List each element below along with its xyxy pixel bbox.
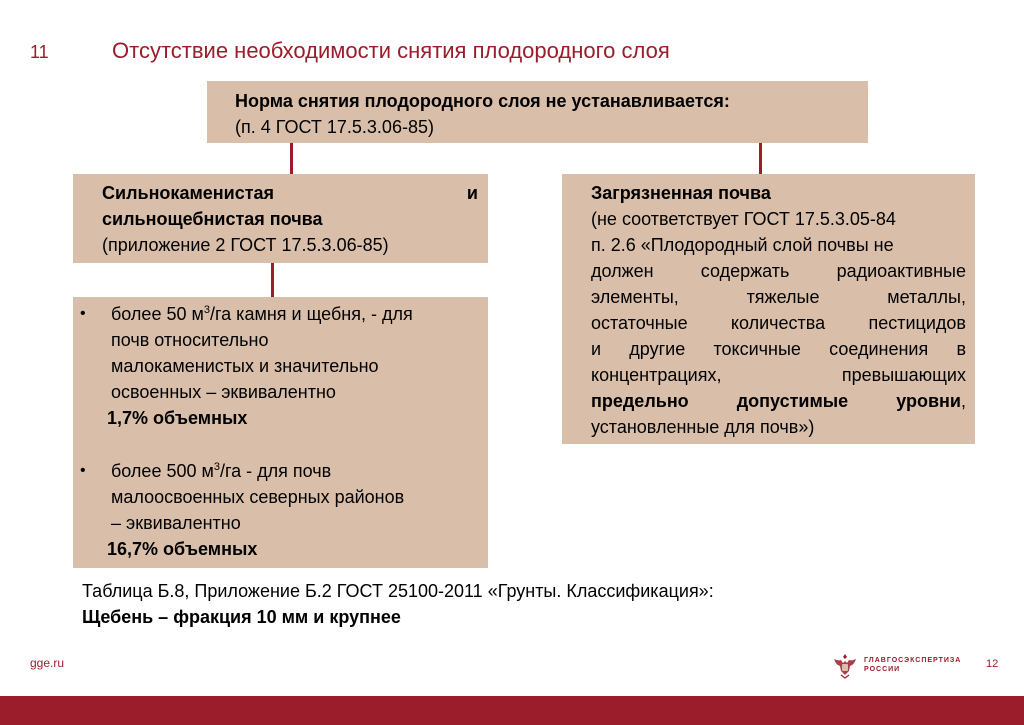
stony-soil-box (73, 174, 488, 263)
page-number: 12 (986, 658, 999, 670)
footer-bar (0, 696, 1024, 725)
list-item: • более 50 $м^3/га$ камня и щебня, - для почв относительно малокаменистых и значительно освоенных – эквивалентно (80, 301, 478, 405)
contaminated-line-bold: предельно допустимые уровни, (591, 391, 966, 411)
norm-heading: Норма снятия плодородного слоя не устанавливается: (235, 91, 730, 111)
glavgosexpertiza-logo (832, 651, 961, 679)
contaminated-line: элементы, тяжелые металлы, (591, 287, 966, 307)
connector-left-list (271, 263, 274, 297)
contaminated-soil-heading: Загрязненная почва (591, 183, 771, 203)
list-item: • более 500 $м^3/га$ - для почв малоосвоенных северных районов – эквивалентно (80, 458, 478, 536)
stony-soil-heading-part2: сильнощебнистая почва (102, 209, 323, 229)
connector-top-left (290, 143, 293, 174)
contaminated-line: должен содержать радиоактивные (591, 261, 966, 281)
contaminated-line: остаточные количества пестицидов (591, 313, 966, 333)
logo-line1: ГЛАВГОСЭКСПЕРТИЗА (864, 657, 962, 664)
eagle-emblem-icon (832, 651, 858, 679)
norm-box (207, 81, 868, 143)
connector-top-right (759, 143, 762, 174)
contaminated-line: установленные для почв») (591, 417, 815, 437)
footer-site-link[interactable]: gge.ru (30, 656, 65, 670)
stony-soil-heading-part1: Сильнокаменистая (102, 183, 275, 203)
gost-reference-line: Таблица Б.8, Приложение Б.2 ГОСТ 25100-2011 «Грунты. Классификация»: (82, 581, 714, 601)
stony-soil-reference: (приложение 2 ГОСТ 17.5.3.06-85) (102, 235, 389, 255)
contaminated-line: п. 2.6 «Плодородный слой почвы не (591, 235, 894, 255)
logo-line2: РОССИИ (864, 666, 901, 673)
slide-number: 11 (30, 42, 49, 62)
bullet-icon: • (80, 462, 86, 479)
bullet-icon: • (80, 305, 86, 322)
contaminated-line: (не соответствует ГОСТ 17.5.3.05-84 (591, 209, 896, 229)
contaminated-line: и другие токсичные соединения в (591, 339, 966, 359)
stone-content-list (73, 297, 488, 568)
gravel-definition: Щебень – фракция 10 мм и крупнее (82, 607, 401, 627)
stony-soil-heading-conj: и (466, 183, 478, 203)
equivalent-value: 1,7% объемных (107, 408, 248, 428)
contaminated-soil-box (562, 174, 975, 444)
mpc-phrase: предельно допустимые уровни (591, 391, 961, 411)
norm-reference: (п. 4 ГОСТ 17.5.3.06-85) (235, 117, 434, 137)
contaminated-line: концентрациях, превышающих (591, 365, 966, 385)
gost-reference (82, 578, 714, 630)
equivalent-value: 16,7% объемных (107, 539, 258, 559)
slide-title: Отсутствие необходимости снятия плодородного слоя (112, 38, 670, 63)
